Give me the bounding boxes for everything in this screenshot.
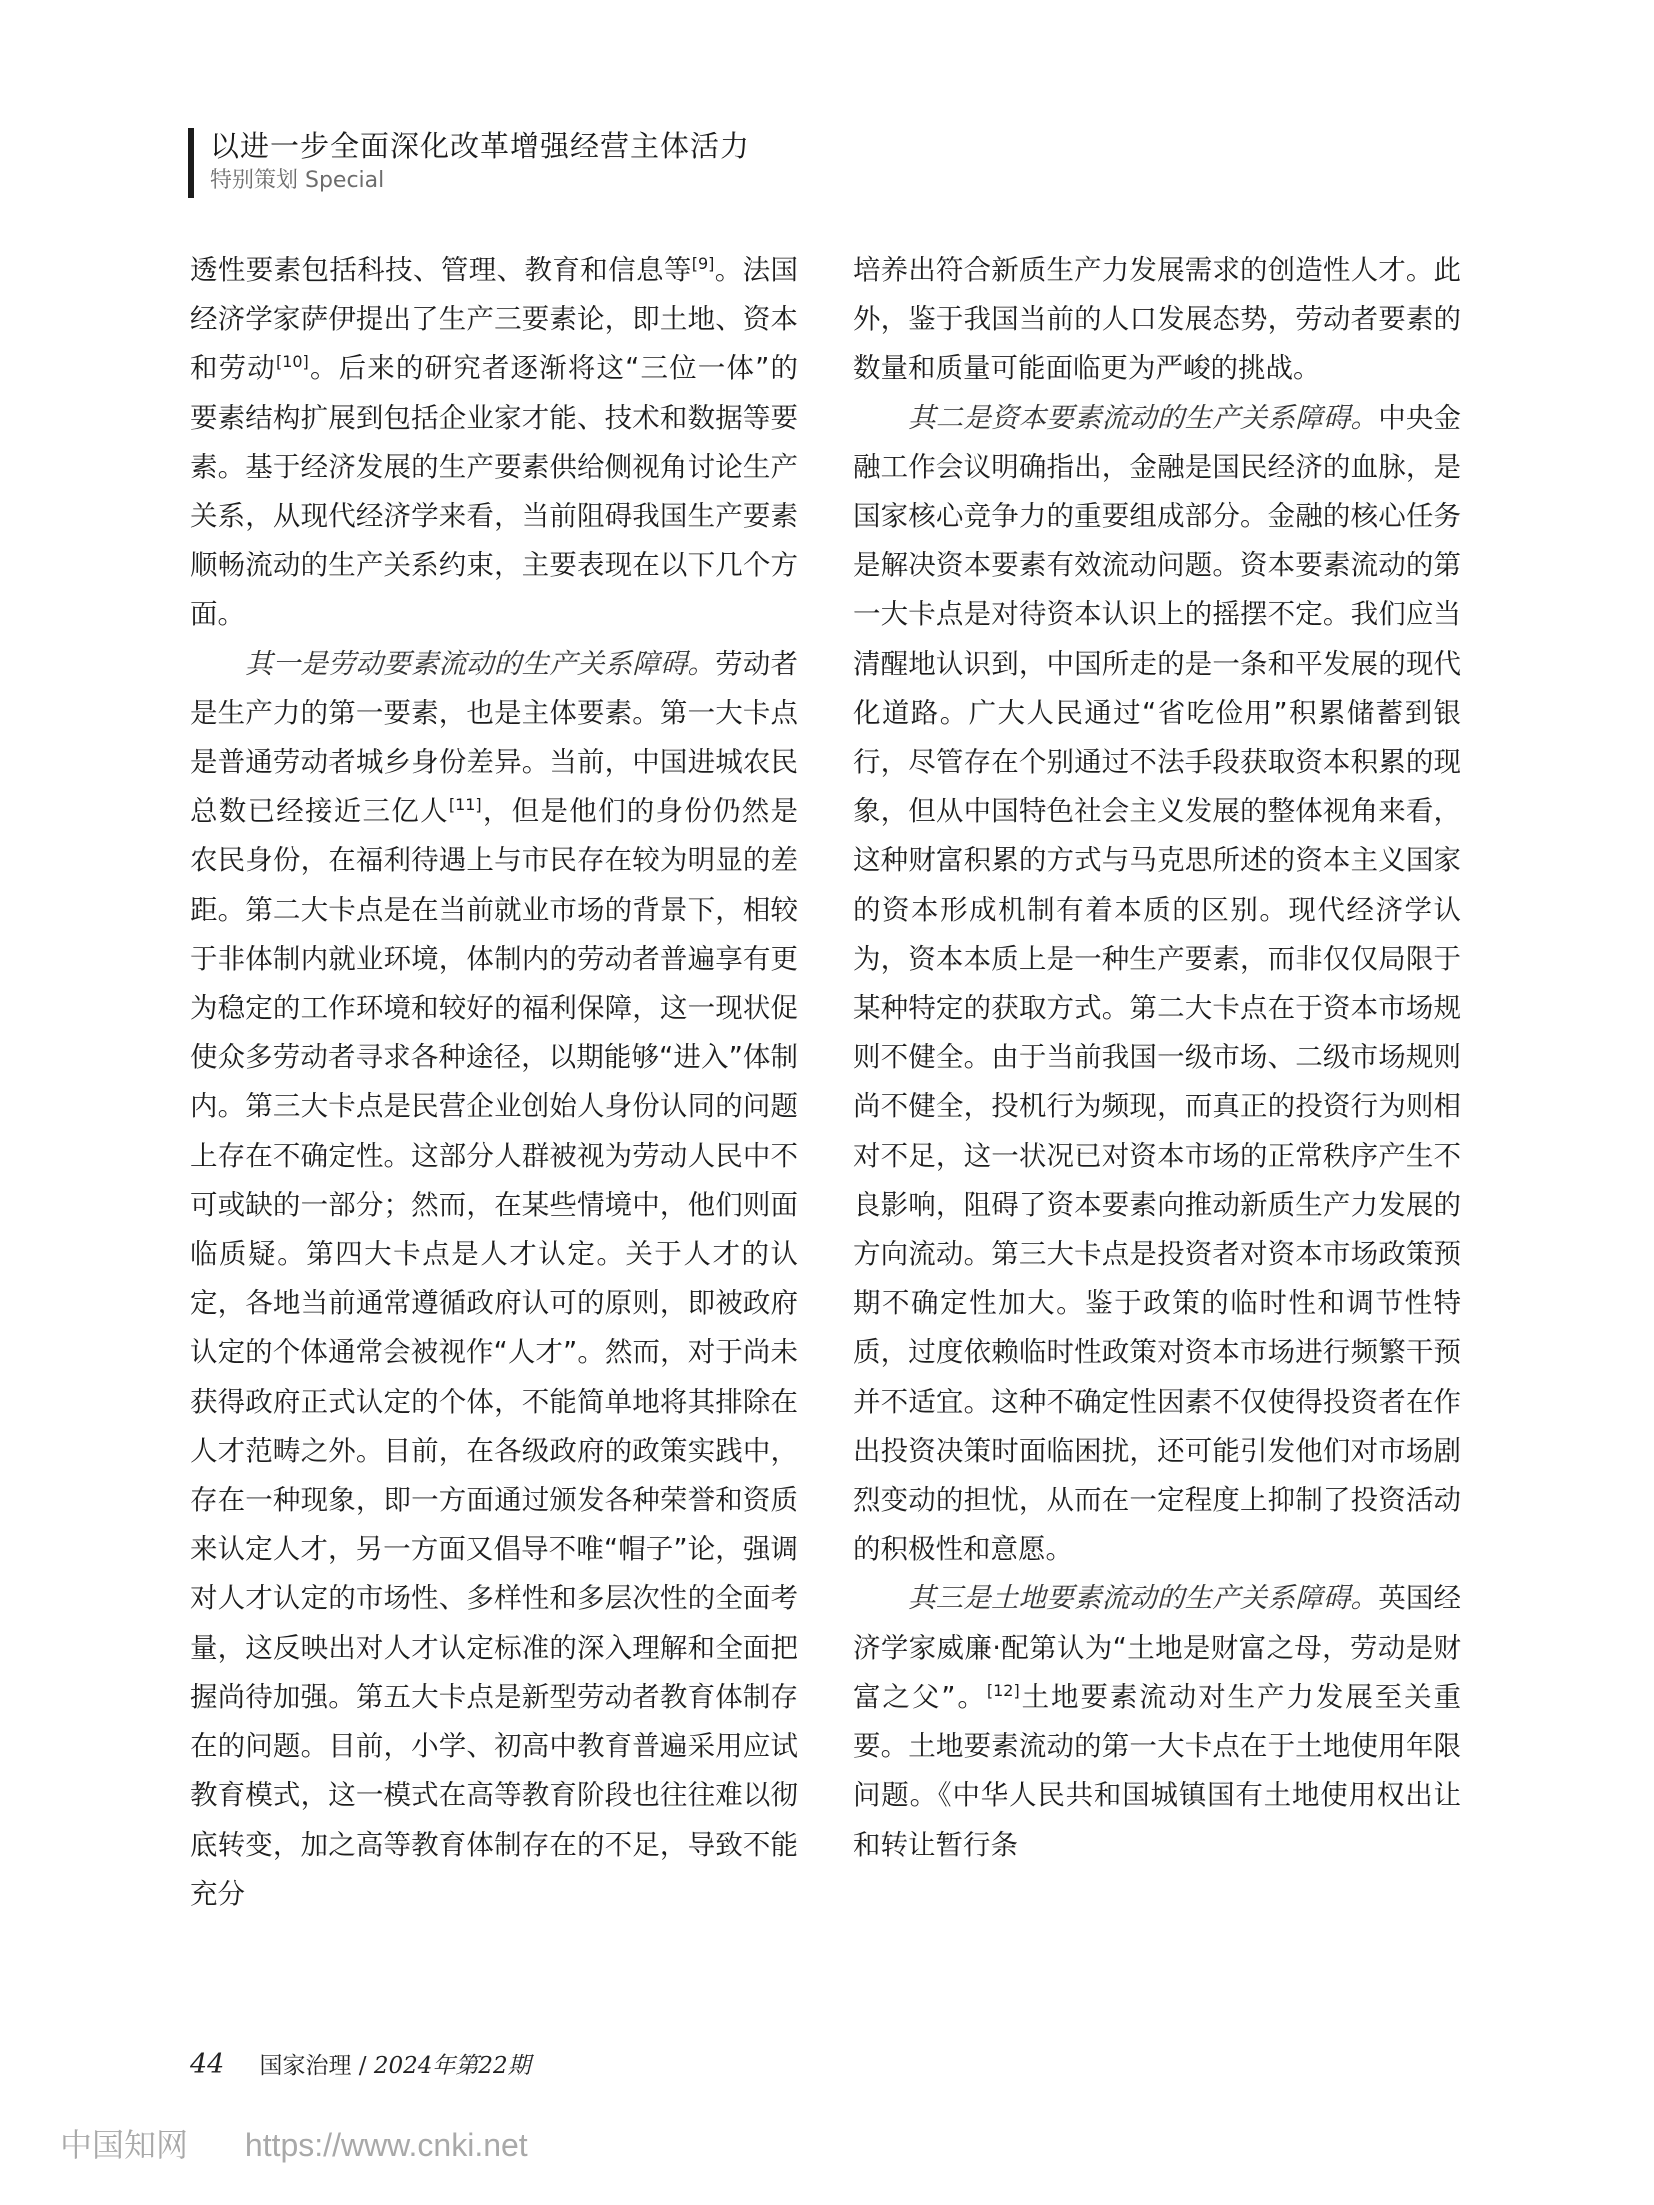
text-run: 劳动者是生产力的第一要素，也是主体要素。第一大卡点是普通劳动者城乡身份差异。当前，中国进城农民总数已经接近三亿人: [190, 647, 799, 828]
paragraph: 培养出符合新质生产力发展需求的创造性人才。此外，鉴于我国当前的人口发展态势，劳动者要素的数量和质量可能面临更为严峻的挑战。: [853, 254, 1461, 385]
page-number: 44: [190, 2049, 225, 2080]
text-run: 土地要素流动对生产力发展至关重要。土地要素流动的第一大卡点在于土地使用年限问题。《中华人民共和国城镇国有土地使用权出让和转让暂行条: [853, 1680, 1462, 1861]
page-footer: [190, 2047, 531, 2080]
citation-ref: [12]: [986, 1680, 1020, 1700]
text-run: 中央金融工作会议明确指出，金融是国民经济的血脉，是国家核心竞争力的重要组成部分。金融的核心任务是解决资本要素有效流动问题。资本要素流动的第一大卡点是对待资本认识上的摇摆不定。我们应当清醒地认识到，中国所走的是一条和平发展的现代化道路。广大人民通过“省吃俭用”积累储蓄到银行，尽管存在个别通过不法手段获取资本积累的现象，但从中国特色社会主义发展的整体视角来看，这种财富积累的方式与马克思所述的资本主义国家的资本形成机制有着本质的区别。现代经济学认为，资本本质上是一种生产要素，而非仅仅局限于某种特定的获取方式。第二大卡点在于资本市场规则不健全。由于当前我国一级市场、二级市场规则尚不健全，投机行为频现，而真正的投资行为则相对不足，这一状况已对资本市场的正常秩序产生不良影响，阻碍了资本要素向推动新质生产力发展的方向流动。第三大卡点是投资者对资本市场政策预期不确定性加大。鉴于政策的临时性和调节性特质，过度依赖临时性政策对资本市场进行频繁干预并不适宜。这种不确定性因素不仅使得投资者在作出投资决策时面临困扰，还可能引发他们对市场剧烈变动的担忧，从而在一定程度上抑制了投资活动的积极性和意愿。: [853, 401, 1462, 1566]
cnki-url: https://www.cnki.net: [244, 2127, 528, 2163]
section-lead: 其二是资本要素流动的生产关系障碍。: [908, 401, 1379, 434]
issue-number: 2024年第22期: [373, 2053, 531, 2079]
text-run: 透性要素包括科技、管理、教育和信息等: [190, 254, 692, 286]
paragraph: [853, 394, 1461, 1575]
left-column: [190, 246, 798, 1919]
section-lead: 其三是土地要素流动的生产关系障碍。: [908, 1582, 1379, 1615]
page-header: [188, 128, 750, 198]
text-run: 。后来的研究者逐渐将这“三位一体”的要素结构扩展到包括企业家才能、技术和数据等要素。基于经济发展的生产要素供给侧视角讨论生产关系，从现代经济学来看，当前阻碍我国生产要素顺畅流动的生产关系约束，主要表现在以下几个方面。: [190, 352, 798, 631]
text-run: ，但是他们的身份仍然是农民身份，在福利待遇上与市民存在较为明显的差距。第二大卡点是在当前就业市场的背景下，相较于非体制内就业环境，体制内的劳动者普遍享有更为稳定的工作环境和较好的福利保障，这一现状促使众多劳动者寻求各种途径，以期能够“进入”体制内。第三大卡点是民营企业创始人身份认同的问题上存在不确定性。这部分人群被视为劳动人民中不可或缺的一部分；然而，在某些情境中，他们则面临质疑。第四大卡点是人才认定。关于人才的认定，各地当前通常遵循政府认可的原则，即被政府认定的个体通常会被视作“人才”。然而，对于尚未获得政府正式认定的个体，不能简单地将其排除在人才范畴之外。目前，在各级政府的政策实践中，存在一种现象，即一方面通过颁发各种荣誉和资质来认定人才，另一方面又倡导不唯“帽子”论，强调对人才认定的市场性、多样性和多层次性的全面考量，这反映出对人才认定标准的深入理解和全面把握尚待加强。第五大卡点是新型劳动者教育体制存在的问题。目前，小学、初高中教育普遍采用应试教育模式，这一模式在高等教育阶段也往往难以彻底转变，加之高等教育体制存在的不足，导致不能充分: [190, 795, 799, 1910]
right-column: [853, 246, 1461, 1870]
citation-ref: [10]: [275, 352, 309, 372]
footer-separator: /: [351, 2053, 374, 2079]
paragraph: [853, 1574, 1461, 1869]
cnki-logo: 中国知网: [60, 2127, 189, 2163]
paragraph: [190, 246, 798, 640]
section-lead: 其一是劳动要素流动的生产关系障碍。: [245, 647, 716, 680]
text-run: 。法国经济学家萨伊提出了生产三要素论，即土地、资本和劳动: [190, 254, 799, 385]
column-title: 以进一步全面深化改革增强经营主体活力: [210, 129, 751, 163]
journal-name: 国家治理: [259, 2053, 352, 2079]
paragraph: [190, 640, 798, 1919]
citation-ref: [11]: [448, 795, 482, 815]
cnki-watermark: [60, 2120, 528, 2166]
section-label: 特别策划 Special: [210, 168, 385, 193]
citation-ref: [9]: [691, 253, 715, 273]
text-run: 英国经济学家威廉·配第认为“土地是财富之母，劳动是财富之父”。: [853, 1582, 1462, 1713]
